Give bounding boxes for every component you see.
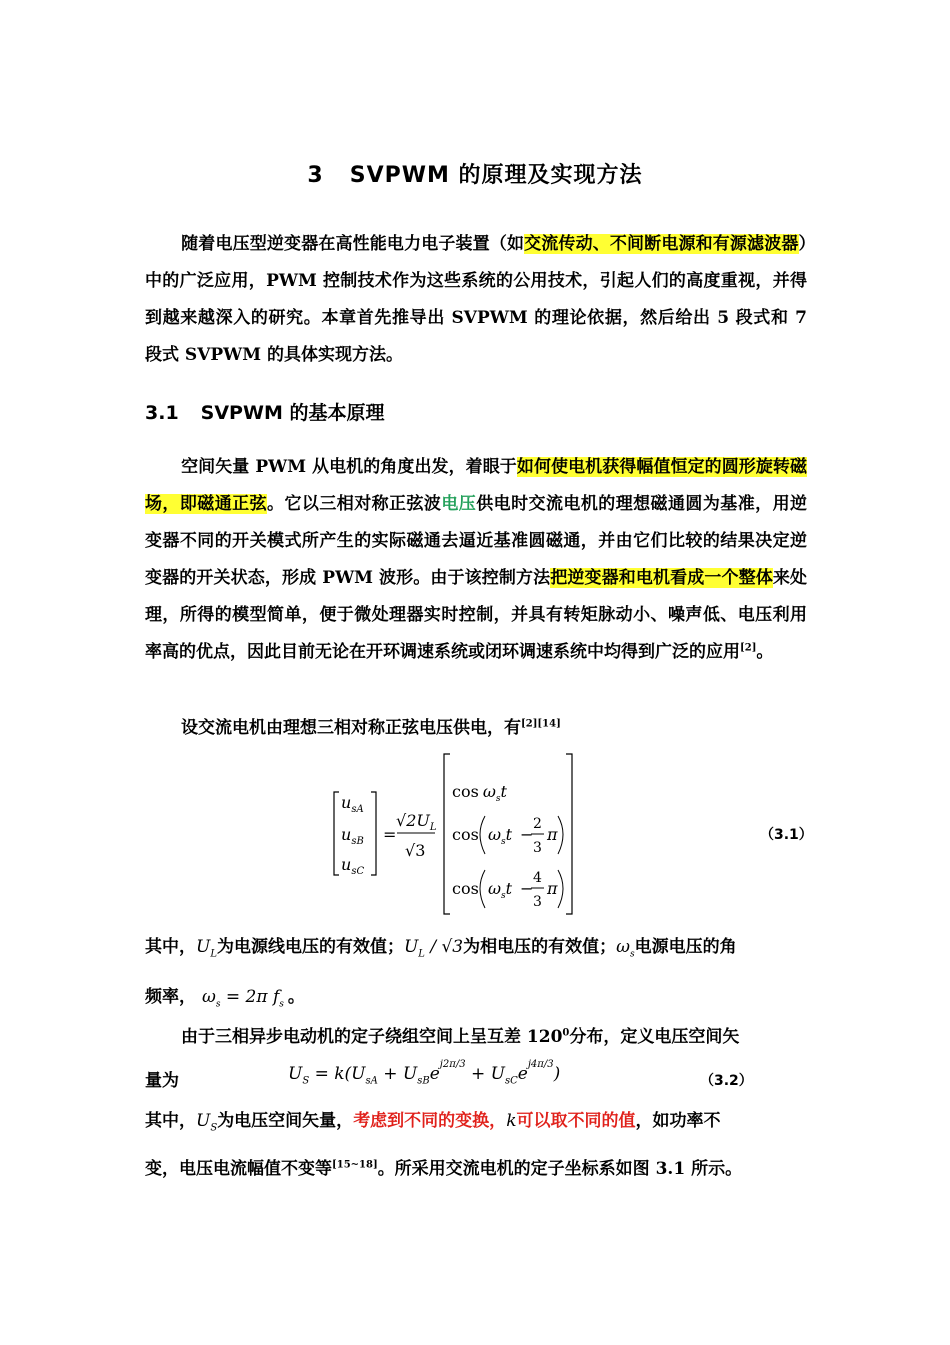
red-text: 可以取不同的值 bbox=[516, 1111, 636, 1131]
highlight-text: 如何使电机获得幅值恒定的圆形旋转磁场，即磁通正弦 bbox=[145, 457, 808, 514]
vector-definition-line: 量为 bbox=[145, 1071, 179, 1091]
red-text: 考虑到不同的变换， bbox=[353, 1111, 507, 1131]
svg-text:√2UL: $√2U_L$ bbox=[396, 811, 437, 833]
vector-definition-line: 由于三相异步电动机的定子绕组空间上呈互差 $120^0$分布，定义电压空间矢 bbox=[181, 1027, 740, 1047]
svg-text:2: 2 bbox=[533, 816, 542, 832]
svg-text:π: π bbox=[547, 825, 558, 844]
highlight-text: 把逆变器和电机看成一个整体 bbox=[550, 568, 773, 588]
svg-text:usC: $u_{sC}$ bbox=[341, 855, 365, 877]
svg-text:−: − bbox=[520, 825, 534, 844]
supply-paragraph: 设交流电机由理想三相对称正弦电压供电，有[2][14] bbox=[181, 718, 561, 738]
chapter-number: 3 bbox=[307, 163, 324, 188]
citation: [2] bbox=[740, 642, 757, 654]
principle-paragraph: 空间矢量 PWM 从电机的角度出发，着眼于如何使电机获得幅值恒定的圆形旋转磁场，即磁通正弦。它以三相对称正弦波电压供电时交流电机的理想磁通圆为基准，用逆变器不同的开关模式所产生的实际磁通去逼近基准圆磁通，并由它们比较的结果决定逆变器的开关状态，形成 PWM 波形。由于该控制方法把逆变器和电机看成一个整体来处理，所得的模型简单，便于微处理器实时控制，并具有转矩脉动小、噪声低、电压利用率高的优点，因此目前无论在开环调速系统或闭环调速系统中均得到广泛的应用[2]。 bbox=[145, 457, 808, 662]
svg-text:usB: $u_{sB}$ bbox=[341, 825, 364, 847]
section-heading: 3.1 SVPWM 的基本原理 bbox=[145, 402, 385, 424]
svg-text:cos: cos bbox=[452, 825, 479, 844]
page-title bbox=[0, 158, 950, 189]
svg-text:usA: $u_{sA}$ bbox=[341, 793, 364, 815]
svg-text:=: = bbox=[383, 825, 397, 844]
equation-number: （3.1） bbox=[760, 827, 813, 843]
svg-text:ωst: $\omega_st$ bbox=[488, 825, 513, 847]
equation-number: （3.2） bbox=[700, 1073, 753, 1089]
vector-note-line: 变，电压电流幅值不变等[15~18]。所采用交流电机的定子坐标系如图 3.1 所示。 bbox=[145, 1159, 743, 1179]
green-text: 电压 bbox=[441, 494, 477, 514]
svg-text:√3: √3 bbox=[405, 841, 426, 860]
definition-line: 频率， $\omega_s = 2\pi$ $f_s$ 。 bbox=[145, 987, 305, 1010]
intro-paragraph: 随着电压型逆变器在高性能电力电子装置（如交流传动、不间断电源和有源滤波器）中的广泛应用，PWM 控制技术作为这些系统的公用技术，引起人们的高度重视，并得到越来越深入的研究。本章首先推导出 SVPWM 的理论依据，然后给出 5 段式和 7 段式 SVPWM 的具体实现方法。 bbox=[145, 234, 808, 365]
svg-text:3: 3 bbox=[533, 894, 542, 910]
citation: [15~18] bbox=[332, 1159, 378, 1171]
equation-3-1 bbox=[320, 748, 590, 920]
svg-text:cos: cos bbox=[452, 879, 479, 898]
svg-text:3: 3 bbox=[533, 840, 542, 856]
svg-text:4: 4 bbox=[533, 870, 542, 886]
svg-text:−: − bbox=[520, 879, 534, 898]
highlight-text: 交流传动、不间断电源和有源滤波器 bbox=[524, 234, 799, 254]
citation: [2][14] bbox=[521, 718, 561, 730]
svg-text:cosωst: $\cos \omega_st$ bbox=[452, 782, 507, 804]
svg-text:ωst: $\omega_st$ bbox=[488, 879, 513, 901]
svg-text:π: π bbox=[547, 879, 558, 898]
chapter-title: SVPWM 的原理及实现方法 bbox=[349, 163, 643, 188]
vector-note-line: 其中，$U_S$为电压空间矢量，考虑到不同的变换，k可以取不同的值，如功率不 bbox=[145, 1111, 721, 1134]
equation-3-2: $U_S = k(U_{sA} + U_{sB}e^{j2\pi/3} + U_{sC}e^{j4\pi/3})$ bbox=[288, 1059, 561, 1087]
definition-line: 其中，$U_L$为电源线电压的有效值；$U_L / √3$为相电压的有效值；$\omega_s$电源电压的角 bbox=[145, 937, 737, 960]
